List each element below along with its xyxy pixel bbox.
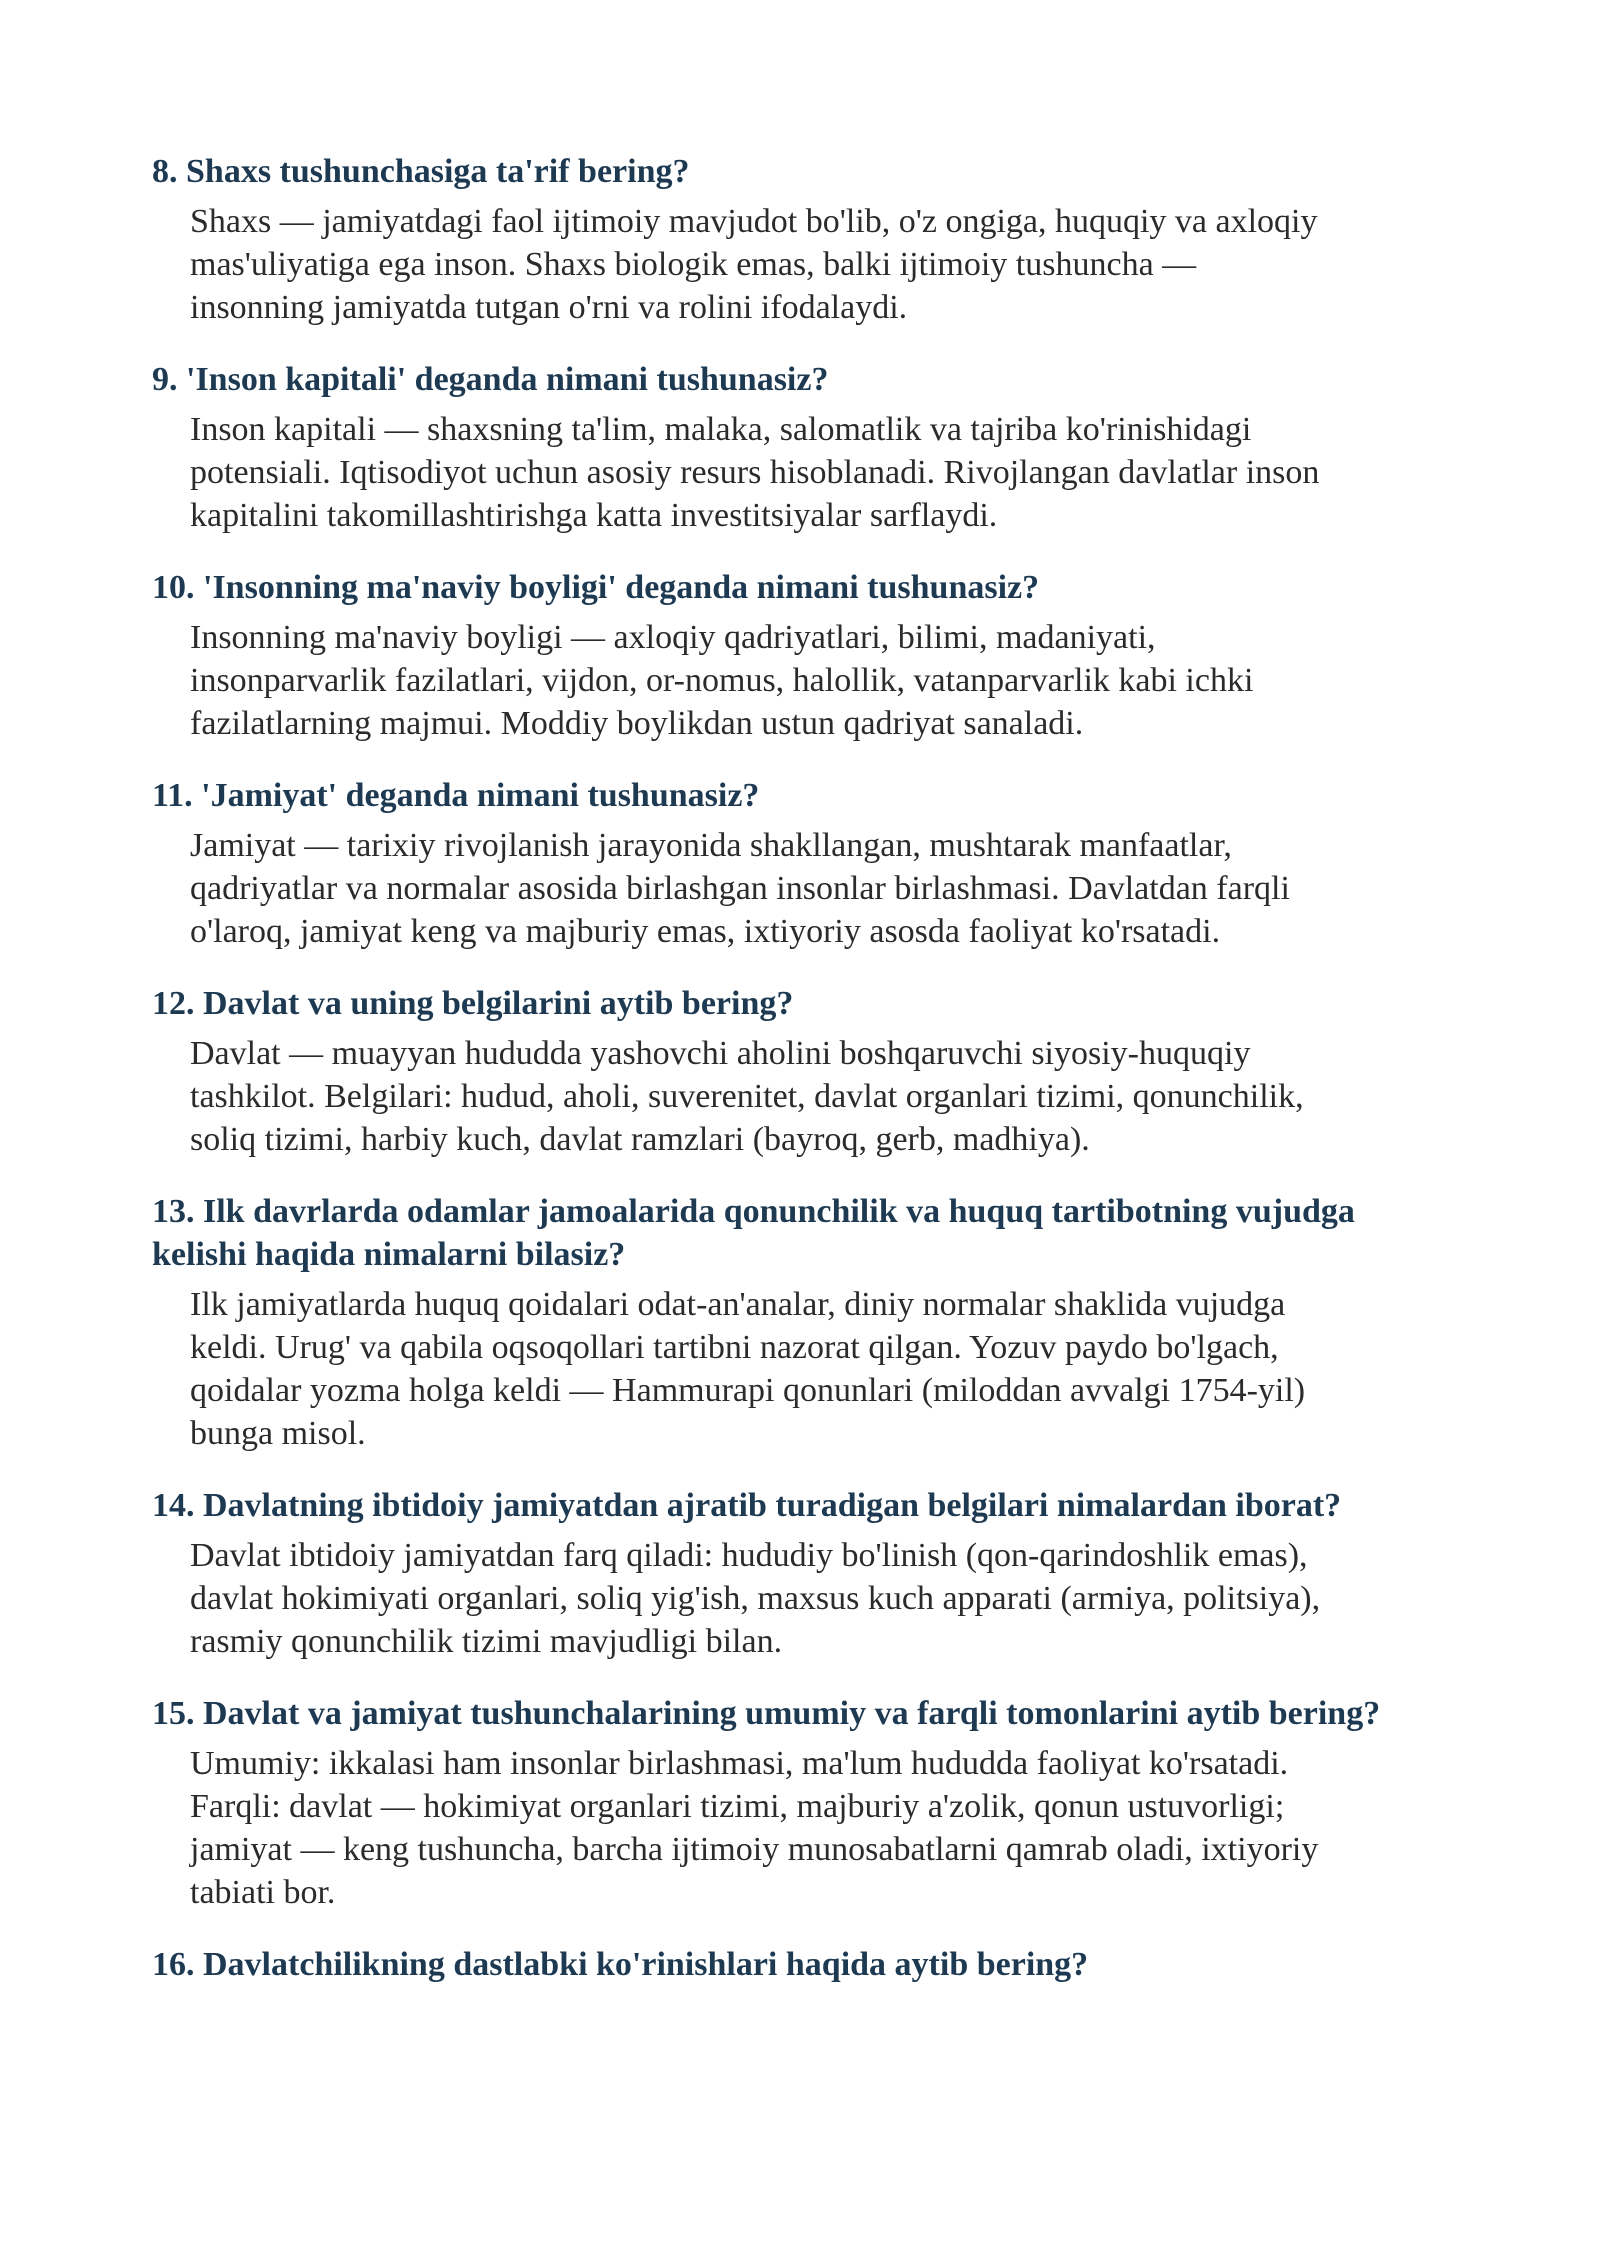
answer-line: tabiati bor. [190,1874,336,1911]
answer-line: Davlat ibtidoiy jamiyatdan farq qiladi: hududiy bo'linish (qon-qarindoshlik emas), [190,1537,1308,1574]
answer-line: Davlat — muayyan hududda yashovchi aholini boshqaruvchi siyosiy-huquqiy [190,1035,1251,1072]
answer-text [190,1032,1452,1161]
answer-line: qoidalar yozma holga keldi — Hammurapi qonunlari (miloddan avvalgi 1754-yil) [190,1372,1306,1409]
question-block [152,774,1452,953]
answer-line: bunga misol. [190,1415,366,1452]
answer-text [190,1534,1452,1663]
answer-line: insonparvarlik fazilatlari, vijdon, or-nomus, halollik, vatanparvarlik kabi ichki [190,662,1254,699]
answer-line: Insonning ma'naviy boyligi — axloqiy qadriyatlari, bilimi, madaniyati, [190,619,1156,656]
question-heading: 10. 'Insonning ma'naviy boyligi' deganda nimani tushunasiz? [152,569,1040,606]
answer-line: qadriyatlar va normalar asosida birlashgan insonlar birlashmasi. Davlatdan farqli [190,870,1290,907]
answer-line: davlat hokimiyati organlari, soliq yig'ish, maxsus kuch apparati (armiya, politsiya), [190,1580,1321,1617]
answer-line: tashkilot. Belgilari: hudud, aholi, suverenitet, davlat organlari tizimi, qonunchilik, [190,1078,1304,1115]
answer-line: potensiali. Iqtisodiyot uchun asosiy resurs hisoblanadi. Rivojlangan davlatlar inson [190,454,1320,491]
question-heading: 13. Ilk davrlarda odamlar jamoalarida qonunchilik va huquq tartibotning vujudga kelishi haqida nimalarni bilasiz? [152,1193,1355,1273]
question-list [152,150,1452,1986]
question-block [152,150,1452,329]
answer-text [190,1742,1452,1914]
answer-line: fazilatlarning majmui. Moddiy boylikdan ustun qadriyat sanaladi. [190,705,1084,742]
question-heading: 11. 'Jamiyat' deganda nimani tushunasiz? [152,777,760,814]
answer-line: keldi. Urug' va qabila oqsoqollari tartibni nazorat qilgan. Yozuv paydo bo'lgach, [190,1329,1279,1366]
answer-line: Ilk jamiyatlarda huquq qoidalari odat-an'analar, diniy normalar shaklida vujudga [190,1286,1286,1323]
answer-line: insonning jamiyatda tutgan o'rni va rolini ifodalaydi. [190,289,908,326]
answer-line: Inson kapitali — shaxsning ta'lim, malaka, salomatlik va tajriba ko'rinishidagi [190,411,1252,448]
answer-line: Umumiy: ikkalasi ham insonlar birlashmasi, ma'lum hududda faoliyat ko'rsatadi. [190,1745,1289,1782]
answer-line: kapitalini takomillashtirishga katta investitsiyalar sarflaydi. [190,497,998,534]
question-block [152,1190,1452,1455]
question-block [152,566,1452,745]
answer-line: o'laroq, jamiyat keng va majburiy emas, ixtiyoriy asosda faoliyat ko'rsatadi. [190,913,1221,950]
answer-line: mas'uliyatiga ega inson. Shaxs biologik emas, balki ijtimoiy tushuncha — [190,246,1197,283]
question-block [152,1484,1452,1663]
question-heading: 9. 'Inson kapitali' deganda nimani tushunasiz? [152,361,829,398]
question-heading: 14. Davlatning ibtidoiy jamiyatdan ajratib turadigan belgilari nimalardan iborat? [152,1487,1342,1524]
question-block [152,358,1452,537]
answer-text [190,824,1452,953]
answer-text [190,200,1452,329]
document-page [152,150,1452,2015]
answer-line: Jamiyat — tarixiy rivojlanish jarayonida shakllangan, mushtarak manfaatlar, [190,827,1232,864]
answer-line: jamiyat — keng tushuncha, barcha ijtimoiy munosabatlarni qamrab oladi, ixtiyoriy [190,1831,1319,1868]
question-block [152,982,1452,1161]
question-heading: 16. Davlatchilikning dastlabki ko'rinishlari haqida aytib bering? [152,1946,1089,1983]
answer-line: soliq tizimi, harbiy kuch, davlat ramzlari (bayroq, gerb, madhiya). [190,1121,1090,1158]
question-block [152,1943,1452,1986]
answer-text [190,616,1452,745]
question-heading: 15. Davlat va jamiyat tushunchalarining umumiy va farqli tomonlarini aytib bering? [152,1695,1381,1732]
answer-line: Shaxs — jamiyatdagi faol ijtimoiy mavjudot bo'lib, o'z ongiga, huquqiy va axloqiy [190,203,1318,240]
answer-line: rasmiy qonunchilik tizimi mavjudligi bilan. [190,1623,783,1660]
question-block [152,1692,1452,1914]
question-heading: 12. Davlat va uning belgilarini aytib bering? [152,985,794,1022]
answer-text [190,408,1452,537]
question-heading: 8. Shaxs tushunchasiga ta'rif bering? [152,153,690,190]
answer-line: Farqli: davlat — hokimiyat organlari tizimi, majburiy a'zolik, qonun ustuvorligi; [190,1788,1285,1825]
answer-text [190,1283,1452,1455]
